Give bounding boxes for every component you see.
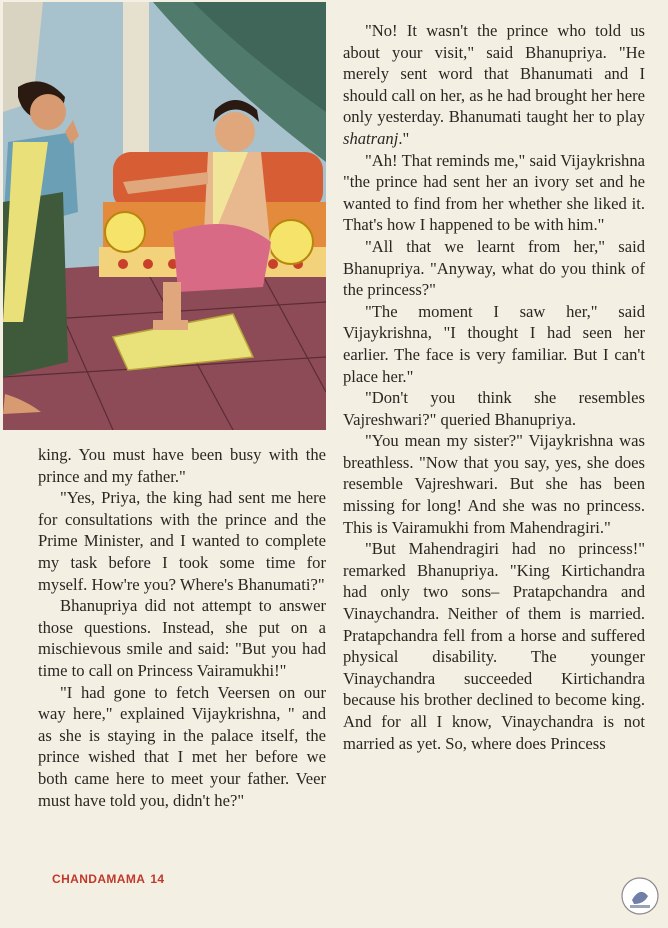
- paragraph: "All that we learnt from her," said Bhanupriya. "Anyway, what do you think of the princess?": [343, 236, 645, 300]
- paragraph: "But Mahendragiri had no princess!" remarked Bhanupriya. "King Kirtichandra had only two sons– Pratapchandra and Vinaychandra. Neither of them is married. Pratapchandra fell from a horse and suffered physical disability. The younger Vinaychandra succeeded Kirtichandra because his brother declined to become king. And for all I know, Vinaychandra is not married as yet. So, where does Princess: [343, 539, 645, 753]
- paragraph: "Don't you think she resembles Vajreshwari?" queried Bhanupriya.: [343, 388, 645, 429]
- paragraph: king. You must have been busy with the prince and my father.": [38, 445, 326, 486]
- page-number: 14: [150, 872, 165, 886]
- paragraph: "Yes, Priya, the king had sent me here for consultations with the prince and the Prime Minister, and I wanted to complete my task before I took some time for myself. How're you? Where's Bhanumati?": [38, 488, 326, 594]
- left-text-column: [38, 444, 326, 811]
- paragraph-text: .": [398, 128, 410, 148]
- paragraph: [343, 20, 645, 150]
- paragraph: "I had gone to fetch Veersen on our way here," explained Vijaykrishna, " and as she is staying in the palace itself, the prince wished that I met her before we both came here to meet your father. Veer must have told you, didn't he?": [38, 682, 326, 810]
- story-illustration: [3, 2, 326, 430]
- page-footer: [52, 872, 164, 886]
- magazine-name: CHANDAMAMA: [52, 872, 146, 886]
- paragraph-text: "No! It wasn't the prince who told us about your visit," said Bhanupriya. "He merely sent word that Bhanumati and I should call on her, as he had brought her here only yesterday. Bhanumati taught her to play: [343, 21, 645, 127]
- illustration-king-and-lady-icon: [3, 2, 326, 430]
- paragraph: Bhanupriya did not attempt to answer those questions. Instead, she put on a mischievous smile and said: "But you had time to call on Princess Vairamukhi!": [38, 596, 326, 680]
- paragraph: "The moment I saw her," said Vijaykrishna, "I thought I had seen her earlier. The face is very familiar. But I can't place her.": [343, 301, 645, 386]
- italic-term: shatranj: [343, 128, 399, 148]
- paragraph: "Ah! That reminds me," said Vijaykrishna "the prince had sent her an ivory set and he wanted to find from her whether she liked it. That's how I happened to be with him.": [343, 150, 645, 235]
- scanner-watermark-icon: [620, 876, 660, 916]
- right-text-column: [343, 20, 645, 754]
- paragraph: "You mean my sister?" Vijaykrishna was breathless. "Now that you say, yes, she does resemble Vajreshwari. But she has been missing for long! And she was no princess. This is Vairamukhi from Mahendragiri.": [343, 431, 645, 537]
